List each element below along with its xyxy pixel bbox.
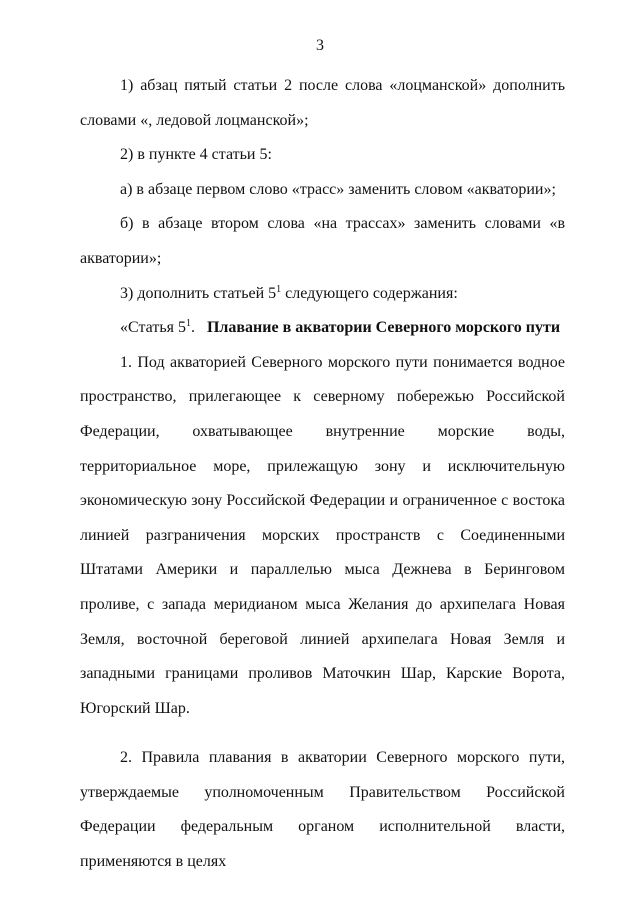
paragraph-item-3	[80, 277, 565, 312]
paragraph-item-3-superscript: 1	[276, 283, 282, 295]
paragraph-item-3-text-b: следующего содержания:	[281, 284, 458, 302]
article-number: «Статья 5	[120, 319, 186, 337]
article-heading	[80, 311, 565, 346]
paragraph-item-2: 2) в пункте 4 статьи 5:	[120, 146, 272, 164]
paragraph-item-2b: б) в абзаце втором слова «на трассах» заменить словами «в акватории»;	[80, 215, 565, 267]
article-clause-2: 2. Правила плавания в акватории Северного морского пути, утверждаемые уполномоченным Правительством Российской Федерации федеральным органом исполнительной власти, применяются в целях	[80, 749, 565, 871]
document-body	[80, 69, 565, 880]
paragraph-item-2a: а) в абзаце первом слово «трасс» заменить словом «акватории»;	[120, 180, 556, 198]
article-title: Плавание в акватории Северного морского пути	[206, 319, 561, 337]
page-number: 3	[316, 37, 324, 54]
paragraph-gap	[80, 726, 565, 741]
article-number-superscript: 1	[185, 318, 191, 330]
article-clause-1: 1. Под акваторией Северного морского пути понимается водное пространство, прилегающее к северному побережью Российской Федерации, охватывающее внутренние морские воды, территориальное море, прилежащую зону и исключительную экономическую зону Российской Федерации и ограниченное с востока линией разграничения морских пространств с Соединенными Штатами Америки и параллелью мыса Дежнева в Беринговом проливе, с запада меридианом мыса Желания до архипелага Новая Земля, восточной береговой линией архипелага Новая Земля и западными границами проливов Маточкин Шар, Карские Ворота, Югорский Шар.	[80, 353, 565, 717]
article-number-dot: .	[190, 319, 195, 337]
paragraph-item-3-text-a: 3) дополнить статьей 5	[120, 284, 277, 302]
paragraph-item-1: 1) абзац пятый статьи 2 после слова «лоцманской» дополнить словами «, ледовой лоцманской»;	[80, 77, 565, 129]
